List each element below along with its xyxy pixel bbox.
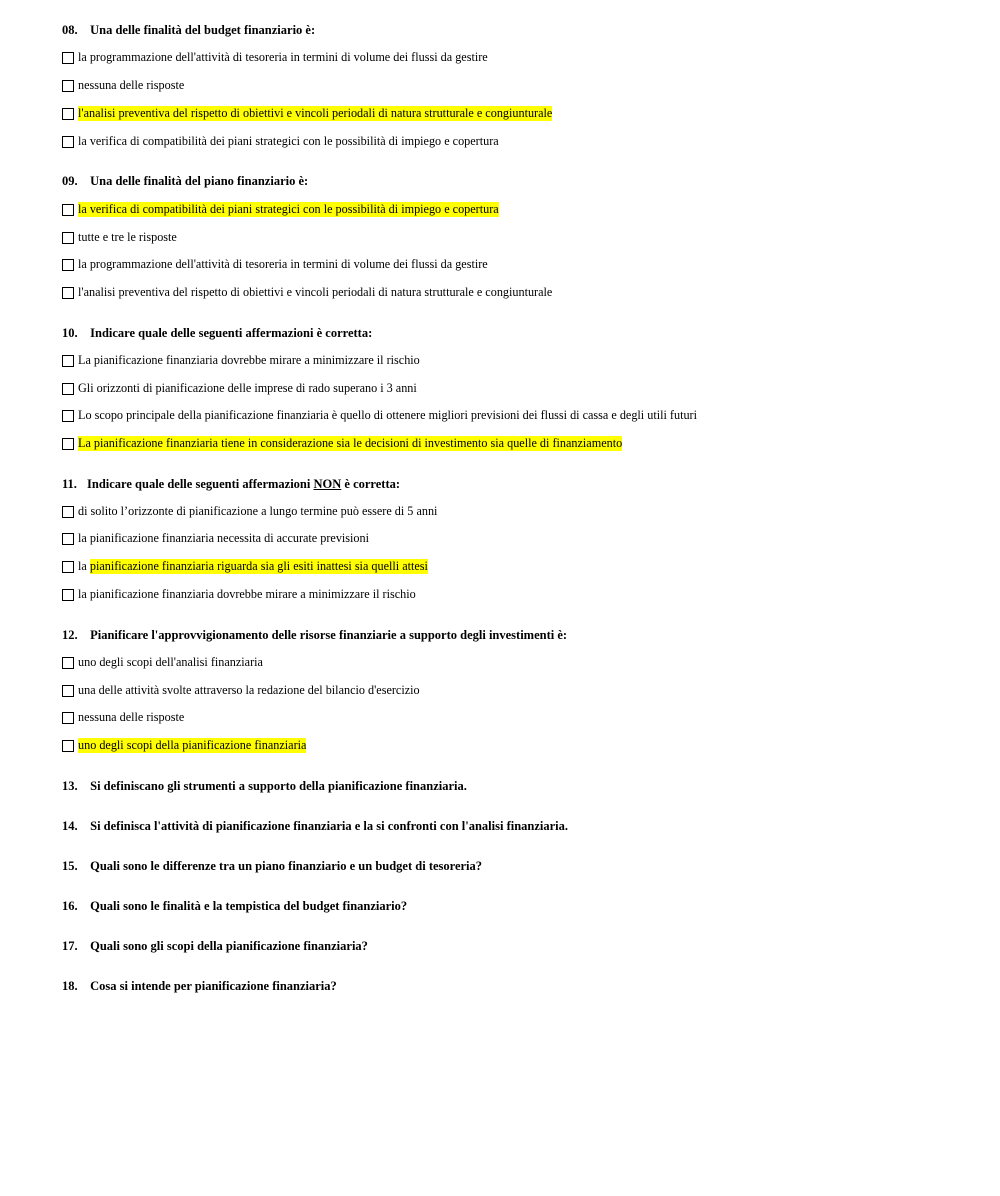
checkbox[interactable] <box>62 259 74 271</box>
checkbox[interactable] <box>62 232 74 244</box>
option-text-highlighted: la verifica di compatibilità dei piani strategici con le possibilità di impiego e copertura <box>78 201 499 216</box>
checkbox[interactable] <box>62 136 74 148</box>
question-text: Pianificare l'approvvigionamento delle risorse finanziarie a supporto degli investimenti è: <box>90 628 568 642</box>
question-10-title <box>62 326 372 341</box>
option-text: una delle attività svolte attraverso la redazione del bilancio d'esercizio <box>78 682 420 697</box>
question-text: Una delle finalità del piano finanziario è: <box>90 174 309 188</box>
question-12-option-3[interactable] <box>62 709 184 725</box>
question-text: Quali sono le finalità e la tempistica del budget finanziario? <box>90 899 408 913</box>
checkbox[interactable] <box>62 533 74 545</box>
question-10-option-4[interactable] <box>62 435 622 451</box>
question-09-option-3[interactable] <box>62 256 488 272</box>
question-10-option-3[interactable] <box>62 407 697 423</box>
option-text: la pianificazione finanziaria necessita di accurate previsioni <box>78 530 370 545</box>
checkbox[interactable] <box>62 287 74 299</box>
question-17-title <box>62 939 368 954</box>
question-text: Si definisca l'attività di pianificazione finanziaria e la si confronti con l'analisi finanziaria. <box>90 819 569 833</box>
question-11-option-3[interactable] <box>62 558 428 574</box>
question-11-option-4[interactable] <box>62 586 416 602</box>
question-text: Una delle finalità del budget finanziario è: <box>90 23 316 37</box>
question-08-option-1[interactable] <box>62 49 488 65</box>
question-09-option-2[interactable] <box>62 229 177 245</box>
checkbox[interactable] <box>62 740 74 752</box>
question-number: 14. <box>62 819 78 833</box>
option-text: La pianificazione finanziaria dovrebbe mirare a minimizzare il rischio <box>78 352 420 367</box>
question-18-title <box>62 979 337 994</box>
question-text: Quali sono le differenze tra un piano finanziario e un budget di tesoreria? <box>90 859 483 873</box>
checkbox[interactable] <box>62 410 74 422</box>
option-text: l'analisi preventiva del rispetto di obiettivi e vincoli periodali di natura strutturale e congiunturale <box>78 284 553 299</box>
question-number: 12. <box>62 628 78 642</box>
option-text: di solito l’orizzonte di pianificazione a lungo termine può essere di 5 anni <box>78 503 438 518</box>
question-number: 08. <box>62 23 78 37</box>
checkbox[interactable] <box>62 561 74 573</box>
checkbox[interactable] <box>62 204 74 216</box>
question-text: Indicare quale delle seguenti affermazioni è corretta: <box>90 326 373 340</box>
option-text: Lo scopo principale della pianificazione finanziaria è quello di ottenere migliori previsioni dei flussi di cassa e degli utili futuri <box>78 407 697 422</box>
checkbox[interactable] <box>62 108 74 120</box>
question-12-title <box>62 628 567 643</box>
question-15-title <box>62 859 482 874</box>
option-text-highlighted: l'analisi preventiva del rispetto di obiettivi e vincoli periodali di natura strutturale e congiunturale <box>78 105 553 120</box>
question-16-title <box>62 899 407 914</box>
option-text: la verifica di compatibilità dei piani strategici con le possibilità di impiego e copertura <box>78 133 499 148</box>
checkbox[interactable] <box>62 383 74 395</box>
question-09-option-1[interactable] <box>62 201 499 217</box>
question-text: Cosa si intende per pianificazione finanziaria? <box>90 979 337 993</box>
checkbox[interactable] <box>62 657 74 669</box>
checkbox[interactable] <box>62 52 74 64</box>
question-number: 15. <box>62 859 78 873</box>
checkbox[interactable] <box>62 685 74 697</box>
option-text: la pianificazione finanziaria dovrebbe mirare a minimizzare il rischio <box>78 586 416 601</box>
question-number: 18. <box>62 979 78 993</box>
question-text: Quali sono gli scopi della pianificazione finanziaria? <box>90 939 368 953</box>
question-number: 09. <box>62 174 78 188</box>
question-text: Indicare quale delle seguenti affermazioni <box>87 477 314 491</box>
question-11-option-1[interactable] <box>62 503 437 519</box>
question-08-option-4[interactable] <box>62 133 499 149</box>
question-12-option-4[interactable] <box>62 737 306 753</box>
option-text: uno degli scopi dell'analisi finanziaria <box>78 654 263 669</box>
option-text-highlighted: La pianificazione finanziaria tiene in considerazione sia le decisioni di investimento sia quelle di finanziamento <box>78 435 623 450</box>
question-10-option-1[interactable] <box>62 352 420 368</box>
option-text: nessuna delle risposte <box>78 77 185 92</box>
question-text-underlined: NON <box>313 477 342 491</box>
question-number: 10. <box>62 326 78 340</box>
question-11-title <box>62 477 400 492</box>
option-text-highlighted: pianificazione finanziaria riguarda sia gli esiti inattesi sia quelli attesi <box>89 558 428 573</box>
question-number: 13. <box>62 779 78 793</box>
option-prefix: la <box>78 558 90 573</box>
question-number: 11. <box>62 477 77 491</box>
checkbox[interactable] <box>62 589 74 601</box>
question-text-end: è corretta: <box>341 477 401 491</box>
question-09-option-4[interactable] <box>62 284 552 300</box>
checkbox[interactable] <box>62 506 74 518</box>
question-text: Si definiscano gli strumenti a supporto della pianificazione finanziaria. <box>90 779 467 793</box>
question-number: 16. <box>62 899 78 913</box>
checkbox[interactable] <box>62 712 74 724</box>
question-13-title <box>62 779 467 794</box>
question-10-option-2[interactable] <box>62 380 417 396</box>
checkbox[interactable] <box>62 80 74 92</box>
question-08-option-3[interactable] <box>62 105 552 121</box>
checkbox[interactable] <box>62 438 74 450</box>
question-number: 17. <box>62 939 78 953</box>
checkbox[interactable] <box>62 355 74 367</box>
question-11-option-2[interactable] <box>62 530 369 546</box>
question-08-title <box>62 23 315 38</box>
question-08-option-2[interactable] <box>62 77 184 93</box>
question-12-option-1[interactable] <box>62 654 263 670</box>
option-text: la programmazione dell'attività di tesoreria in termini di volume dei flussi da gestire <box>78 49 488 64</box>
question-09-title <box>62 174 308 189</box>
option-text: nessuna delle risposte <box>78 709 185 724</box>
option-text: la programmazione dell'attività di tesoreria in termini di volume dei flussi da gestire <box>78 256 488 271</box>
option-text-highlighted: uno degli scopi della pianificazione finanziaria <box>78 737 307 752</box>
option-text: tutte e tre le risposte <box>78 229 177 244</box>
question-14-title <box>62 819 568 834</box>
question-12-option-2[interactable] <box>62 682 420 698</box>
option-text: Gli orizzonti di pianificazione delle imprese di rado superano i 3 anni <box>78 380 417 395</box>
